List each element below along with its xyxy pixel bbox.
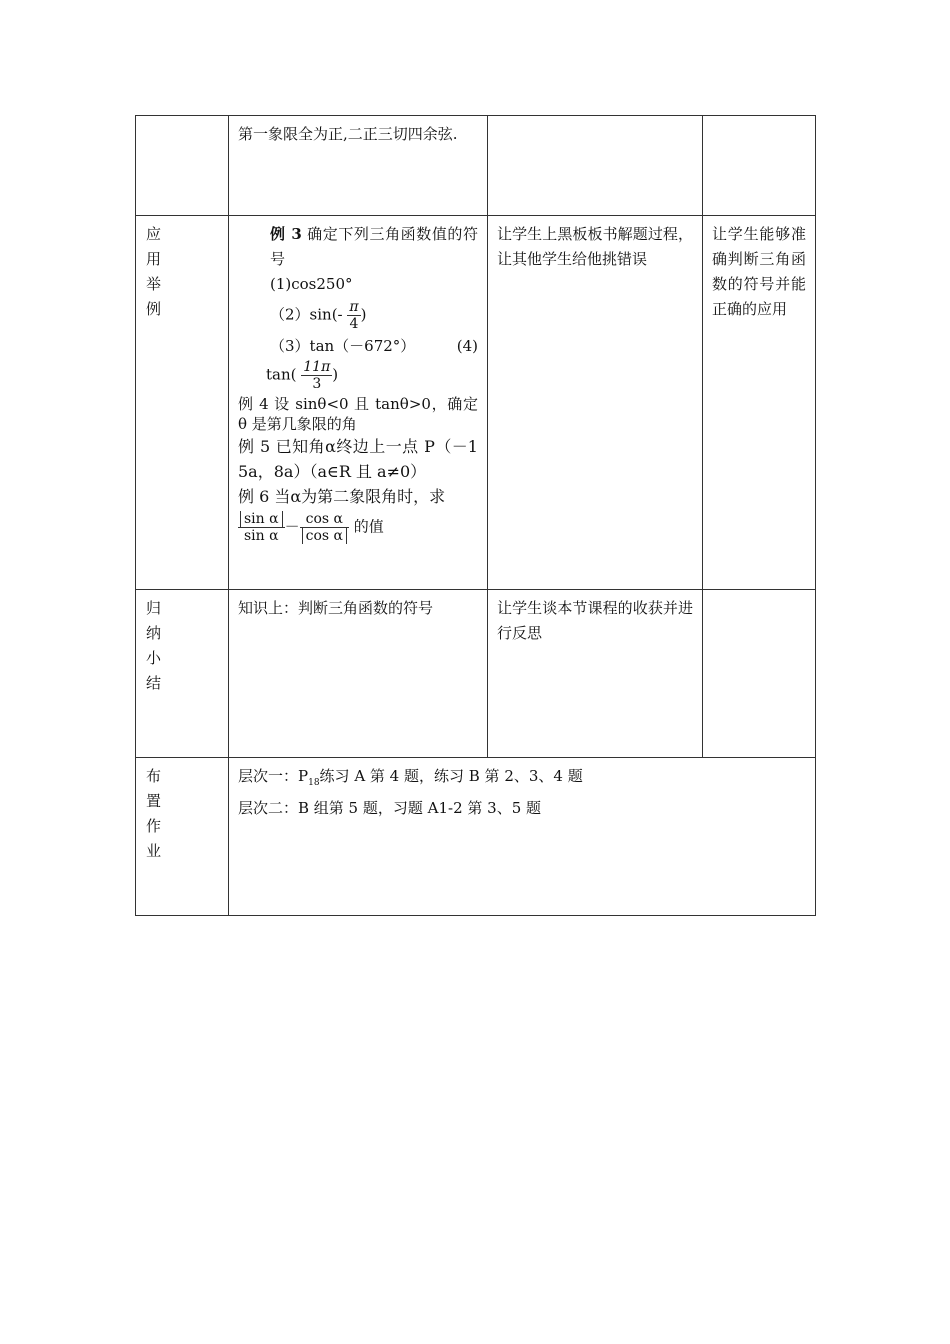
fraction-abs-sin-over-sin: $\frac{\text{sin α}}{\text{sin α}}$	[238, 511, 285, 544]
example-4: 例 4 设 sinθ<0 且 tanθ>0，确定 θ 是第几象限的角	[238, 395, 478, 433]
lesson-plan-table	[135, 115, 816, 916]
example-3-item-4: tan( $\frac{11\pi}{3}$ )	[266, 359, 339, 392]
homework-level-2: 层次二：B 组第 5 题，习题 A1-2 第 3、5 题	[238, 799, 542, 817]
example-5: 例 5 已知角α终边上一点 P（－15a，8a）（a∈R 且 a≠0）	[238, 437, 478, 481]
row-homework	[136, 758, 816, 916]
row1-content	[229, 216, 488, 590]
row0-purpose	[703, 116, 816, 216]
row3-label: 布 置 作 业	[136, 758, 229, 916]
row-application-examples	[136, 216, 816, 590]
row1-label: 应 用 举 例	[136, 216, 229, 590]
example-3-item-1: (1)cos250°	[270, 275, 353, 293]
fraction-pi-over-4: $\frac{\pi}{4}$	[349, 299, 359, 332]
row-quadrant-rule	[136, 116, 816, 216]
row-summary	[136, 590, 816, 758]
row0-activity	[488, 116, 703, 216]
example-6-text: 例 6 当α为第二象限角时，求	[238, 487, 446, 506]
example-3-item-3: （3）tan（－672°） (4)	[270, 337, 478, 355]
row0-label	[136, 116, 229, 216]
row3-content	[229, 758, 816, 916]
row1-purpose: 让学生能够准确判断三角函数的符号并能正确的应用	[703, 216, 816, 590]
fraction-cos-over-abs-cos: $\frac{\text{cos α}}{\text{cos α}}$	[300, 511, 349, 544]
row2-purpose	[703, 590, 816, 758]
row1-activity: 让学生上黑板板书解题过程，让其他学生给他挑错误	[488, 216, 703, 590]
row0-content: 第一象限全为正,二正三切四余弦.	[229, 116, 488, 216]
fraction-11pi-over-3: $\frac{11\pi}{3}$	[303, 359, 331, 392]
row2-activity: 让学生谈本节课程的收获并进行反思	[488, 590, 703, 758]
example-3-item-2: （2）sin(- $\frac{\pi}{4}$ )	[270, 299, 367, 332]
homework-level-1: 层次一：$P_{18}$练习 A 第 4 题，练习 B 第 2、3、4 题	[238, 767, 583, 788]
row2-content: 知识上：判断三角函数的符号	[229, 590, 488, 758]
row2-label: 归 纳 小 结	[136, 590, 229, 758]
example-3: 例 3 确定下列三角函数值的符号	[270, 225, 478, 268]
example-6-expression: $\frac{\text{sin α}}{\text{sin α}}$ － $\frac{\text{cos α}}{\text{cos α}}$ 的值	[238, 511, 478, 544]
